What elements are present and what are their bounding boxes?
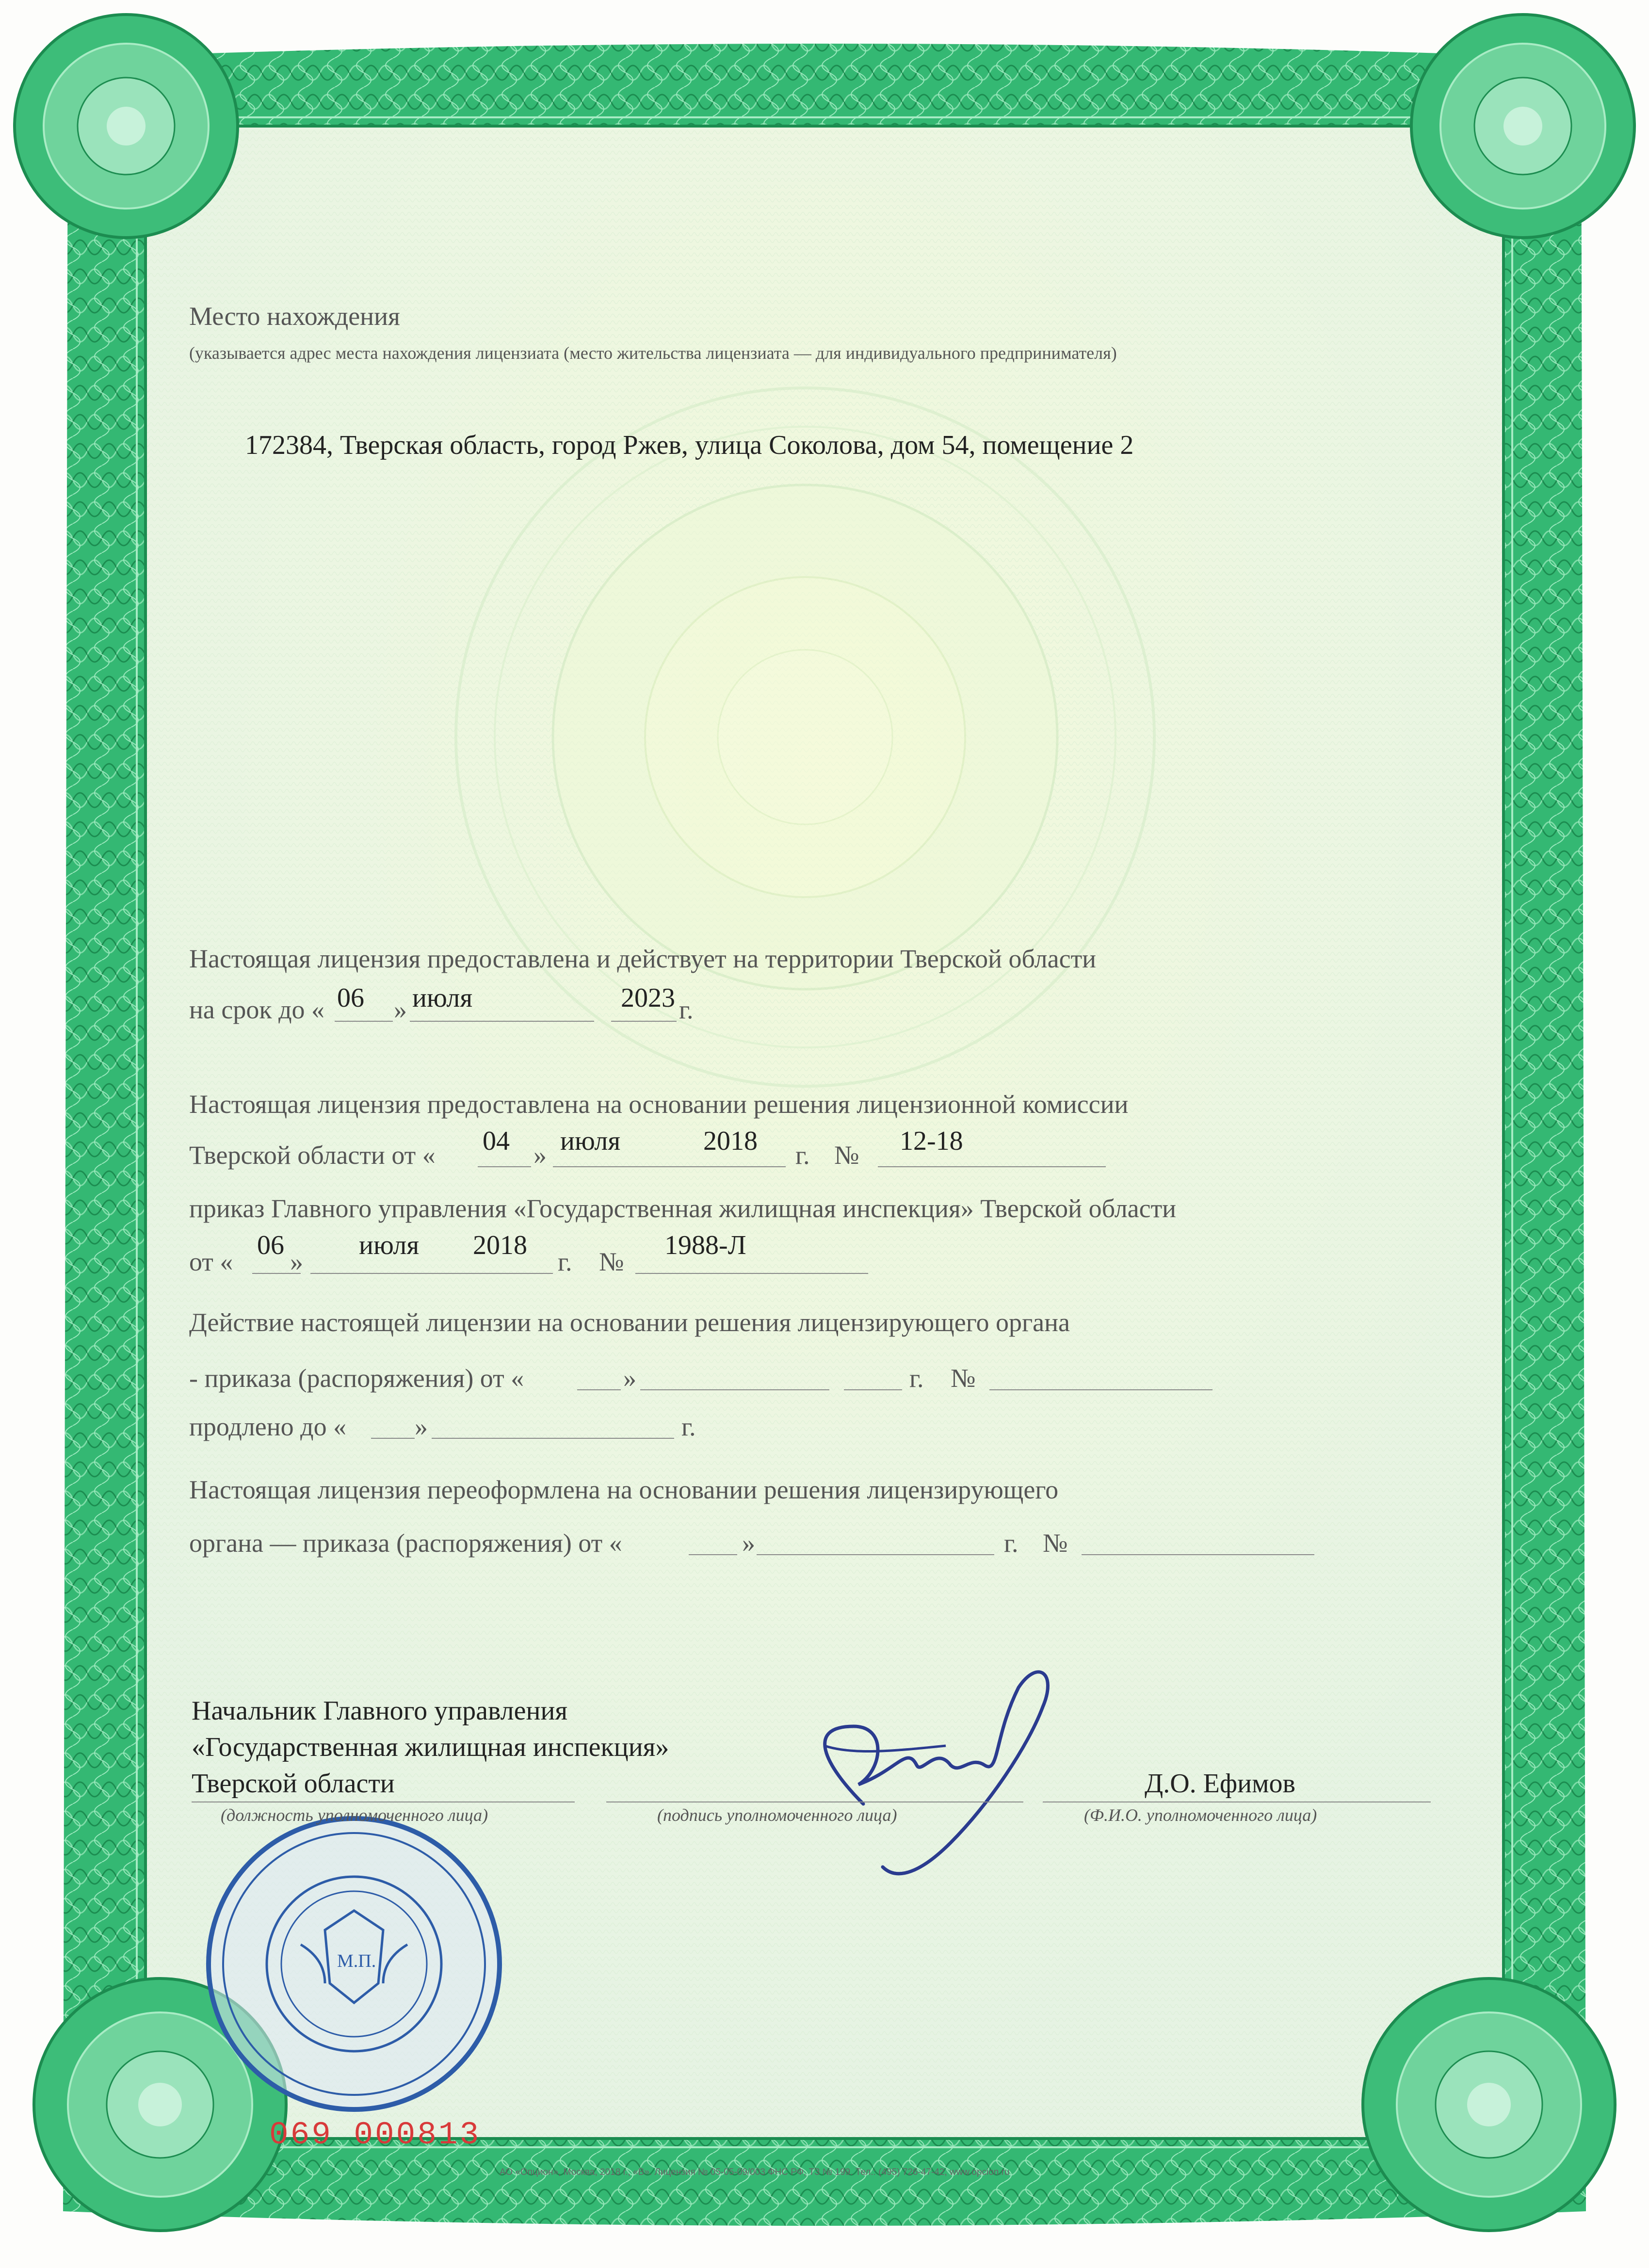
extension-g: г. bbox=[909, 1364, 924, 1393]
reissue-num-label: № bbox=[1043, 1528, 1068, 1558]
location-label: Место нахождения bbox=[189, 302, 400, 331]
order-number: 1988-Л bbox=[664, 1230, 746, 1260]
extension-line: Действие настоящей лицензии на основании решения лицензирующего органа bbox=[189, 1308, 1070, 1337]
reissue-g: г. bbox=[1004, 1528, 1018, 1558]
term-year: 2023 bbox=[621, 983, 675, 1013]
commission-close-quote: » bbox=[534, 1141, 547, 1170]
territory-line: Настоящая лицензия предоставлена и действует на территории Тверской области bbox=[189, 944, 1097, 973]
extension-close-quote: » bbox=[623, 1364, 636, 1393]
signatory-position-line3: Тверской области bbox=[192, 1769, 395, 1799]
order-year: 2018 bbox=[473, 1230, 527, 1260]
extended-until-close-quote: » bbox=[415, 1412, 428, 1441]
order-line: приказ Главного управления «Государственная жилищная инспекция» Тверской области bbox=[189, 1194, 1177, 1223]
printer-imprint: АО «Опцион», Москва, 2018 г., «В». Лицензия № 05-05-09/003 ФНС РФ, ТЗ № 199. Тел.: (495) 726-47-42, www.opcion.ru bbox=[500, 2167, 1010, 2177]
extended-until-prefix: продлено до « bbox=[189, 1412, 347, 1441]
location-address: 172384, Тверская область, город Ржев, улица Соколова, дом 54, помещение 2 bbox=[245, 430, 1134, 460]
commission-prefix: Тверской области от « bbox=[189, 1141, 436, 1170]
order-day: 06 bbox=[257, 1230, 284, 1260]
extension-num-label: № bbox=[951, 1364, 976, 1393]
term-suffix: г. bbox=[679, 995, 694, 1024]
reissue-close-quote: » bbox=[742, 1528, 755, 1558]
order-prefix: от « bbox=[189, 1247, 233, 1276]
signatory-position-line1: Начальник Главного управления bbox=[192, 1696, 568, 1726]
reissue-order-prefix: органа — приказа (распоряжения) от « bbox=[189, 1528, 622, 1558]
reissue-line: Настоящая лицензия переоформлена на основании решения лицензирующего bbox=[189, 1475, 1059, 1504]
seal-label: М.П. bbox=[337, 1951, 376, 1971]
order-close-quote: » bbox=[290, 1247, 303, 1276]
term-day: 06 bbox=[337, 983, 364, 1013]
order-num-label: № bbox=[599, 1247, 624, 1276]
term-close-quote: » bbox=[394, 995, 407, 1024]
name-caption: (Ф.И.О. уполномоченного лица) bbox=[1084, 1805, 1317, 1825]
commission-num-label: № bbox=[834, 1141, 859, 1170]
extended-until-g: г. bbox=[681, 1412, 696, 1441]
term-prefix: на срок до « bbox=[189, 995, 325, 1024]
form-serial-number: 069 000813 bbox=[269, 2117, 481, 2153]
location-note: (указывается адрес места нахождения лицензиата (место жительства лицензиата — для индивидуального предпринимателя) bbox=[189, 343, 1117, 363]
commission-line: Настоящая лицензия предоставлена на основании решения лицензионной комиссии bbox=[189, 1090, 1129, 1119]
signatory-position-line2: «Государственная жилищная инспекция» bbox=[192, 1732, 669, 1762]
position-caption: (должность уполномоченного лица) bbox=[221, 1805, 488, 1825]
commission-g: г. bbox=[795, 1141, 810, 1170]
order-g: г. bbox=[558, 1247, 572, 1276]
extension-order-prefix: - приказа (распоряжения) от « bbox=[189, 1364, 524, 1393]
commission-number: 12-18 bbox=[900, 1126, 963, 1156]
signatory-name: Д.О. Ефимов bbox=[1145, 1769, 1295, 1799]
signature-caption: (подпись уполномоченного лица) bbox=[657, 1805, 897, 1825]
term-month: июля bbox=[412, 983, 473, 1013]
order-month: июля bbox=[359, 1230, 420, 1260]
commission-year: 2018 bbox=[703, 1126, 758, 1156]
commission-month: июля bbox=[560, 1126, 621, 1156]
commission-day: 04 bbox=[483, 1126, 510, 1156]
